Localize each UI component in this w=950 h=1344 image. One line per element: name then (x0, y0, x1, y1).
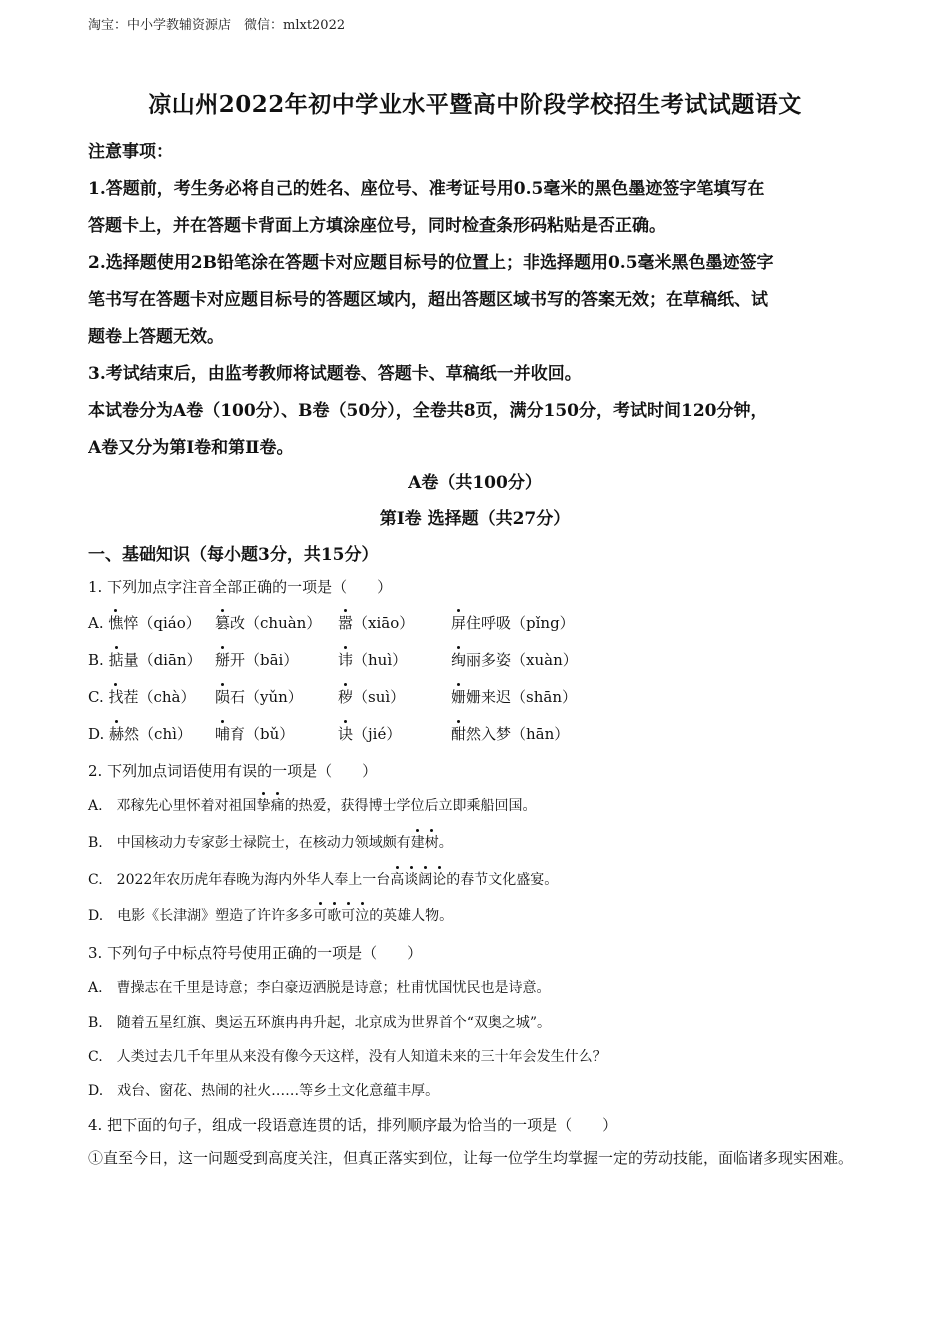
question-3-option-d: D. 戏台、窗花、热闹的社火……等乡土文化意蕴丰厚。 (88, 1083, 440, 1099)
question-2-option (88, 832, 453, 852)
option-text: C. 2022年农历虎年春晚为海内外华人奉上一台 (88, 872, 391, 888)
term-rest: （jié） (353, 725, 402, 743)
dotted-char: 掰 (215, 651, 231, 669)
dotted-char: 秽 (338, 688, 354, 706)
question-1-stem: 1. 下列加点字注音全部正确的一项是（ ） (88, 578, 393, 596)
term-rest: 住呼吸（pǐng） (466, 614, 575, 632)
notice-line: 答题卡上，并在答题卡背面上方填涂座位号，同时检查条形码粘贴是否正确。 (88, 216, 666, 236)
dotted-char: 阔 (418, 869, 432, 889)
term-rest: （huì） (353, 651, 408, 669)
dotted-char: 赫 (109, 725, 125, 743)
question-3-option-b: B. 随着五星红旗、奥运五环旗冉冉升起，北京成为世界首个“双奥之城”。 (88, 1015, 552, 1031)
option-term (338, 723, 401, 744)
option-term (88, 686, 196, 707)
dotted-char: 论 (432, 869, 446, 889)
term-rest: 然入梦（hān） (466, 725, 570, 743)
notice-heading: 注意事项： (88, 142, 173, 162)
page-title: 凉山州2022年初中学业水平暨高中阶段学校招生考试试题语文 (148, 91, 802, 118)
option-letter: A. (88, 614, 109, 632)
option-text: 的热爱，获得博士学位后立即乘船回国。 (284, 798, 537, 814)
dotted-char: 建 (411, 832, 425, 852)
option-term (215, 649, 298, 670)
dotted-word (257, 798, 285, 814)
question-2-option (88, 869, 558, 889)
dotted-char: 绚 (451, 651, 467, 669)
option-text: 。 (438, 835, 453, 851)
option-letter: C. (88, 688, 109, 706)
dotted-char: 哺 (215, 725, 231, 743)
dotted-char: 讳 (338, 651, 354, 669)
notice-line: 2.选择题使用2B铅笔涂在答题卡对应题目标号的位置上；非选择题用0.5毫米黑色墨迹签字 (88, 253, 774, 273)
question-3-option-a: A. 曹操志在千里是诗意；李白豪迈洒脱是诗意；杜甫忧国忧民也是诗意。 (88, 980, 551, 996)
question-2-option (88, 795, 537, 815)
notice-block (88, 134, 863, 467)
term-rest: （xiāo） (353, 614, 415, 632)
term-rest: 石（yǔn） (230, 688, 303, 706)
option-term (88, 649, 202, 670)
term-rest: 量（diān） (123, 651, 202, 669)
question-3-option-c: C. 人类过去几千年里从来没有像今天这样，没有人知道未来的三十年会发生什么？ (88, 1049, 607, 1065)
question-2-stem: 2. 下列加点词语使用有误的一项是（ ） (88, 762, 378, 780)
dotted-char: 屏 (451, 614, 467, 632)
dotted-char: 泣 (355, 905, 369, 925)
term-rest: 然（chì） (124, 725, 192, 743)
dotted-word (390, 872, 446, 888)
notice-line: 笔书写在答题卡对应题目标号的答题区域内，超出答题区域书写的答案无效；在草稿纸、试 (88, 290, 768, 310)
question-4-paragraph: ①直至今日，这一问题受到高度关注，但真正落实到位，让每一位学生均掌握一定的劳动技能，面临诸多现实困难。 (88, 1149, 854, 1167)
option-term (451, 723, 569, 744)
term-rest: 悴（qiáo） (123, 614, 201, 632)
option-term (338, 686, 405, 707)
term-rest: （suì） (353, 688, 406, 706)
dotted-char: 陨 (215, 688, 231, 706)
dotted-char: 歌 (327, 905, 341, 925)
dotted-char: 姗 (451, 688, 467, 706)
dotted-char: 掂 (108, 651, 124, 669)
term-rest: 开（bāi） (230, 651, 299, 669)
notice-line: 本试卷分为A卷（100分）、B卷（50分），全卷共8页，满分150分，考试时间120分钟， (88, 401, 768, 421)
notice-line: 3.考试结束后，由监考教师将试题卷、答题卡、草稿纸一并收回。 (88, 364, 582, 384)
dotted-char: 树 (425, 832, 439, 852)
term-rest: 丽多姿（xuàn） (466, 651, 578, 669)
dotted-char: 憔 (108, 614, 124, 632)
dotted-char: 酣 (451, 725, 467, 743)
section-a-heading: A卷（共100分） (408, 473, 542, 493)
option-letter: D. (88, 725, 110, 743)
dotted-char: 诀 (338, 725, 354, 743)
option-text: A. 邓稼先心里怀着对祖国 (88, 798, 257, 814)
question-3-stem: 3. 下列句子中标点符号使用正确的一项是（ ） (88, 944, 423, 962)
question-2-option (88, 905, 453, 925)
dotted-char: 痛 (271, 795, 285, 815)
notice-line: A卷又分为第Ⅰ卷和第Ⅱ卷。 (88, 438, 294, 458)
dotted-char: 可 (313, 905, 327, 925)
term-rest: 育（bǔ） (230, 725, 295, 743)
dotted-word (411, 835, 439, 851)
dotted-char: 可 (341, 905, 355, 925)
dotted-char: 嚣 (338, 614, 354, 632)
term-rest: 改（chuàn） (230, 614, 322, 632)
question-4-stem: 4. 把下面的句子，组成一段语意连贯的话，排列顺序最为恰当的一项是（ ） (88, 1116, 618, 1134)
dotted-char: 篡 (215, 614, 231, 632)
option-term (88, 723, 192, 744)
dotted-char: 挚 (257, 795, 271, 815)
part-one-heading: 第Ⅰ卷 选择题（共27分） (379, 509, 571, 529)
option-term (88, 612, 201, 633)
option-text: B. 中国核动力专家彭士禄院士，在核动力领域颇有 (88, 835, 411, 851)
option-term (338, 612, 414, 633)
option-term (215, 686, 303, 707)
option-letter: B. (88, 651, 109, 669)
dotted-char: 高 (390, 869, 404, 889)
option-term (451, 612, 575, 633)
option-text: 的春节文化盛宴。 (446, 872, 559, 888)
notice-line: 题卷上答题无效。 (88, 327, 224, 347)
basics-heading: 一、基础知识（每小题3分，共15分） (88, 545, 379, 565)
option-term (451, 686, 577, 707)
option-term (451, 649, 578, 670)
dotted-char: 找 (108, 688, 124, 706)
dotted-char: 谈 (404, 869, 418, 889)
option-term (215, 723, 294, 744)
option-term (338, 649, 407, 670)
option-text: D. 电影《长津湖》塑造了许许多多 (88, 908, 314, 924)
dotted-word (313, 908, 369, 924)
notice-line: 1.答题前，考生务必将自己的姓名、座位号、准考证号用0.5毫米的黑色墨迹签字笔填写在 (88, 179, 765, 199)
option-term (215, 612, 321, 633)
term-rest: 姗来迟（shān） (466, 688, 577, 706)
term-rest: 茬（chà） (123, 688, 196, 706)
option-text: 的英雄人物。 (369, 908, 454, 924)
page-header: 淘宝：中小学教辅资源店 微信：mlxt2022 (88, 18, 346, 33)
